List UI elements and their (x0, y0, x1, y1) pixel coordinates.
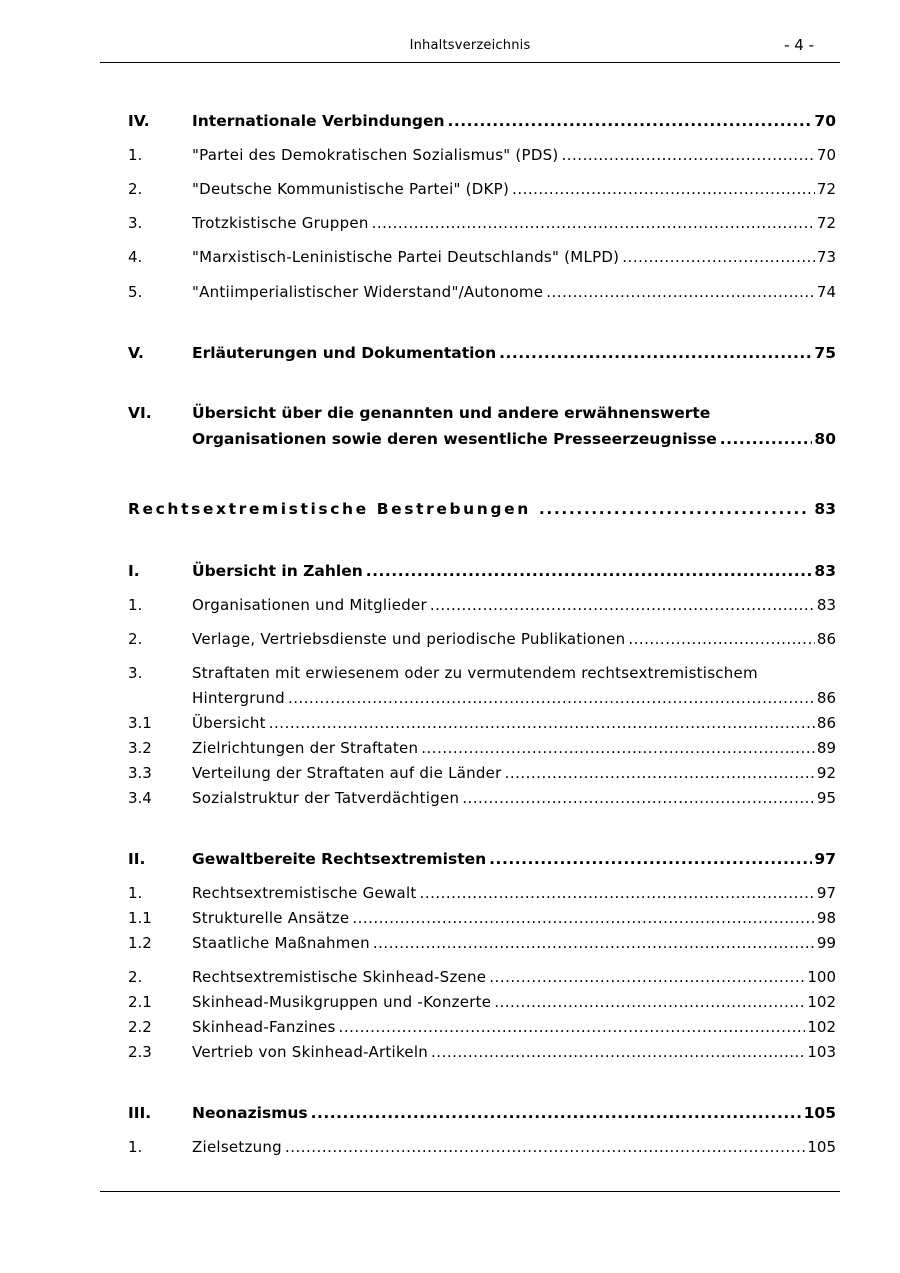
toc-entry-r1-3-4[interactable] (128, 789, 836, 807)
toc-title-vi-line1[interactable]: Übersicht über die genannten und andere erwähnenswerte (192, 404, 711, 422)
toc-entry-r2-2-3[interactable] (128, 1043, 836, 1061)
toc-page: 97 (814, 850, 836, 868)
toc-leader (366, 562, 813, 580)
toc-leader (622, 248, 815, 266)
toc-number: 2.1 (128, 993, 152, 1011)
toc-page: 80 (814, 430, 836, 448)
toc-number: 1. (128, 884, 143, 902)
toc-entry-iv-5[interactable] (128, 283, 836, 301)
toc-leader (562, 146, 815, 164)
toc-title: Neonazismus (192, 1104, 308, 1122)
toc-page: 105 (803, 1104, 836, 1122)
toc-title: Strukturelle Ansätze (192, 909, 350, 927)
toc-entry-r3-1[interactable] (128, 1138, 836, 1156)
toc-page: 83 (814, 500, 836, 518)
toc-title: Internationale Verbindungen (192, 112, 445, 130)
toc-number: 3.4 (128, 789, 152, 807)
toc-leader (489, 968, 805, 986)
toc-title: Skinhead-Fanzines (192, 1018, 336, 1036)
toc-leader (539, 500, 809, 518)
toc-number: 2.2 (128, 1018, 152, 1036)
footer-rule (100, 1191, 840, 1192)
toc-entry-r1-3-2[interactable] (128, 739, 836, 757)
toc-number: 1. (128, 146, 143, 164)
toc-leader (494, 993, 805, 1011)
toc-page: 72 (816, 180, 836, 198)
toc-leader (489, 850, 812, 868)
toc-page: 70 (816, 146, 836, 164)
toc-entry-r1-3[interactable] (192, 689, 836, 707)
toc-leader (339, 1018, 806, 1036)
toc-entry-r2-1-2[interactable] (128, 934, 836, 952)
toc-page: 99 (816, 934, 836, 952)
toc-number: III. (128, 1104, 152, 1122)
toc-page: 102 (807, 1018, 836, 1036)
toc-title: Erläuterungen und Dokumentation (192, 344, 497, 362)
toc-number: 3.2 (128, 739, 152, 757)
toc-number: 3.1 (128, 714, 152, 732)
toc-leader (288, 689, 815, 707)
toc-entry-r3[interactable] (128, 1104, 836, 1122)
toc-entry-r1-2[interactable] (128, 630, 836, 648)
toc-title: Verlage, Vertriebsdienste und periodische Publikationen (192, 630, 626, 648)
toc-number: 2. (128, 630, 143, 648)
toc-leader (285, 1138, 805, 1156)
toc-entry-vi[interactable] (192, 430, 836, 448)
toc-page: 83 (814, 562, 836, 580)
toc-title: Sozialstruktur der Tatverdächtigen (192, 789, 460, 807)
toc-entry-iv-2[interactable] (128, 180, 836, 198)
page-header (100, 30, 840, 63)
toc-leader (448, 112, 813, 130)
toc-title: Übersicht (192, 714, 266, 732)
toc-page: 86 (816, 714, 836, 732)
toc-page: 98 (816, 909, 836, 927)
toc-number: V. (128, 344, 144, 362)
toc-page: 83 (816, 596, 836, 614)
toc-number: 2. (128, 180, 143, 198)
toc-number: 2. (128, 968, 143, 986)
toc-entry-r2-1-1[interactable] (128, 909, 836, 927)
toc-entry-iv-3[interactable] (128, 214, 836, 232)
toc-leader (512, 180, 815, 198)
toc-entry-r2[interactable] (128, 850, 836, 868)
toc-title: Trotzkistische Gruppen (192, 214, 369, 232)
toc-title: "Deutsche Kommunistische Partei" (DKP) (192, 180, 510, 198)
toc-number: I. (128, 562, 140, 580)
toc-page: 92 (816, 764, 836, 782)
toc-entry-iv[interactable] (128, 112, 836, 130)
section-title: Rechtsextremistische Bestrebungen (128, 500, 531, 518)
toc-leader (352, 909, 815, 927)
toc-number: 3.3 (128, 764, 152, 782)
toc-page: 72 (816, 214, 836, 232)
toc-number: II. (128, 850, 146, 868)
toc-entry-r1-1[interactable] (128, 596, 836, 614)
toc-leader (499, 344, 812, 362)
toc-entry-r2-2[interactable] (128, 968, 836, 986)
toc-title: Organisationen sowie deren wesentliche Presseerzeugnisse (192, 430, 717, 448)
toc-entry-r1-3-1[interactable] (128, 714, 836, 732)
toc-number: 1.1 (128, 909, 152, 927)
toc-leader (462, 789, 815, 807)
toc-title: Zielrichtungen der Straftaten (192, 739, 419, 757)
toc-page: 86 (816, 689, 836, 707)
toc-leader (546, 283, 815, 301)
toc-number: 4. (128, 248, 143, 266)
toc-title: "Antiimperialistischer Widerstand"/Autonome (192, 283, 544, 301)
toc-title: "Partei des Demokratischen Sozialismus" (PDS) (192, 146, 559, 164)
toc-entry-r2-1[interactable] (128, 884, 836, 902)
toc-leader (430, 596, 815, 614)
toc-number-vi: VI. (128, 404, 152, 422)
toc-leader (373, 934, 815, 952)
toc-title: Organisationen und Mitglieder (192, 596, 427, 614)
toc-entry-iv-4[interactable] (128, 248, 836, 266)
toc-title: Rechtsextremistische Gewalt (192, 884, 417, 902)
toc-leader (421, 739, 815, 757)
toc-title: Hintergrund (192, 689, 285, 707)
toc-page: 102 (807, 993, 836, 1011)
toc-page: 97 (816, 884, 836, 902)
header-page-number: - 4 - (784, 36, 814, 54)
toc-title: Verteilung der Straftaten auf die Länder (192, 764, 502, 782)
toc-leader (720, 430, 813, 448)
toc-title: Rechtsextremistische Skinhead-Szene (192, 968, 487, 986)
toc-title: "Marxistisch-Leninistische Partei Deutschlands" (MLPD) (192, 248, 620, 266)
toc-number: IV. (128, 112, 150, 130)
toc-page: 74 (816, 283, 836, 301)
toc-page: 89 (816, 739, 836, 757)
toc-leader (628, 630, 815, 648)
toc-leader (269, 714, 815, 732)
toc-number: 2.3 (128, 1043, 152, 1061)
header-title: Inhaltsverzeichnis (409, 38, 531, 53)
toc-title: Vertrieb von Skinhead-Artikeln (192, 1043, 429, 1061)
toc-title-r1-3-line1[interactable]: Straftaten mit erwiesenem oder zu vermutendem rechtsextremistischem (192, 664, 758, 682)
toc-number: 1.2 (128, 934, 152, 952)
toc-page: 86 (816, 630, 836, 648)
toc-entry-r1-3-3[interactable] (128, 764, 836, 782)
toc-title: Zielsetzung (192, 1138, 282, 1156)
toc-entry-v[interactable] (128, 344, 836, 362)
toc-page: 70 (814, 112, 836, 130)
toc-page: 100 (807, 968, 836, 986)
toc-entry-r1[interactable] (128, 562, 836, 580)
toc-number: 3. (128, 214, 143, 232)
toc-leader (420, 884, 815, 902)
toc-entry-iv-1[interactable] (128, 146, 836, 164)
toc-title: Übersicht in Zahlen (192, 562, 363, 580)
toc-page: 95 (816, 789, 836, 807)
toc-title: Skinhead-Musikgruppen und -Konzerte (192, 993, 492, 1011)
toc-number: 1. (128, 596, 143, 614)
toc-page: 103 (807, 1043, 836, 1061)
toc-title: Staatliche Maßnahmen (192, 934, 370, 952)
toc-page: 105 (807, 1138, 836, 1156)
toc-section-rechtsextremismus[interactable] (128, 500, 836, 518)
toc-leader (431, 1043, 805, 1061)
toc-entry-r2-2-1[interactable] (128, 993, 836, 1011)
toc-number: 1. (128, 1138, 143, 1156)
toc-leader (372, 214, 815, 232)
toc-page: 73 (816, 248, 836, 266)
toc-number: 5. (128, 283, 143, 301)
toc-number-r1-3: 3. (128, 664, 143, 682)
toc-entry-r2-2-2[interactable] (128, 1018, 836, 1036)
toc-title: Gewaltbereite Rechtsextremisten (192, 850, 487, 868)
toc-leader (311, 1104, 802, 1122)
toc-page: 75 (814, 344, 836, 362)
toc-leader (505, 764, 815, 782)
